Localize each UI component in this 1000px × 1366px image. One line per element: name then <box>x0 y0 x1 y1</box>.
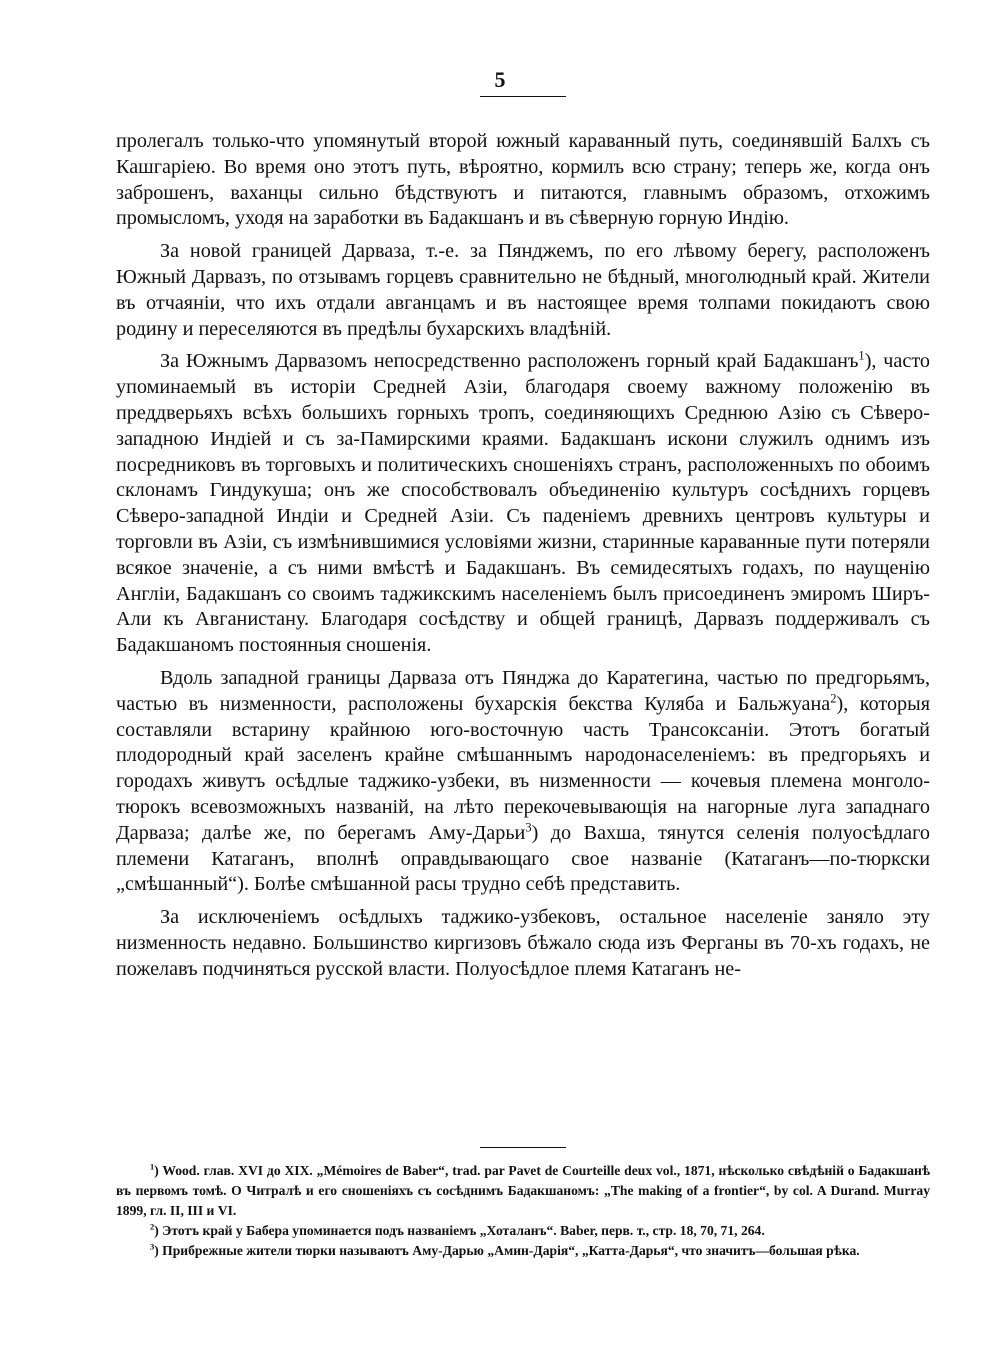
paragraph-3-part-1: За Южнымъ Дарвазомъ непосредственно расположенъ горный край Бадакшанъ <box>160 350 859 373</box>
footnote-3-mark: 3 <box>150 1241 155 1252</box>
footnote-1-text: Wood. глав. XVI до XIX. „Mémoires de Baber“, trad. par Pavet de Courteille deux vol., 1871, нѣсколько свѣдѣній о Бадакшанѣ въ первомъ томѣ. О Читралѣ и его сношеніяхъ съ сосѣднимъ Бадакшаномъ: „The making of a frontier“, by col. A Durand. Murray 1899, гл. II, III и VI. <box>116 1163 930 1218</box>
page-number: 5 <box>494 67 506 92</box>
footnote-mark-2: 2 <box>830 691 837 705</box>
footnote-1-mark: 1 <box>150 1161 155 1172</box>
footnote-1: $^1$) Wood. глав. XVI до XIX. „Mémoires de Baber“, trad. par Pavet de Courteille deux vol., 1871, нѣсколько свѣдѣній о Бадакшанѣ въ первомъ томѣ. О Читралѣ и его сношеніяхъ съ сосѣднимъ Бадакшаномъ: „The making of a frontier“, by col. A Durand. Murray 1899, гл. II, III и VI. <box>116 1161 930 1218</box>
paragraph-2: За новой границей Дарваза, т.-е. за Пянджемъ, по его лѣвому берегу, расположенъ Южный Дарвазъ, по отзывамъ горцевъ сравнительно не бѣдный, многолюдный край. Жители въ отчаяніи, что ихъ отдали авганцамъ и въ настоящее время толпами покидаютъ свою родину и переселяются въ предѣлы бухарскихъ владѣній. <box>116 240 930 340</box>
paragraph-4-part-3: ) до Вахша, тянутся селенія полуосѣдлаго племени Катаганъ, вполнѣ оправдывающаго свое названіе (Катаганъ—по-тюркски „смѣшанный“). Болѣе смѣшанной расы трудно себѣ представить. <box>116 821 930 896</box>
footnote-mark-3: 3 <box>525 819 532 834</box>
paragraph-4-part-1: Вдоль западной границы Дарваза отъ Пянджа до Каратегина, частью по предгорьямъ, частью въ низменности, расположены бухарскія бекства Куляба и Бальжуана <box>116 666 930 715</box>
footnote-separator <box>480 1147 566 1148</box>
paragraph-4 <box>116 666 930 898</box>
footnote-2-text: Этотъ край у Бабера упоминается подъ названіемъ „Хоталанъ“. Baber, перв. т., стр. 18, 70, 71, 264. <box>162 1223 765 1238</box>
paragraph-1: пролегалъ только-что упомянутый второй южный караванный путь, соединявшій Балхъ съ Кашгаріею. Во время оно этотъ путь, вѣроятно, кормилъ всю страну; теперь же, когда онъ заброшенъ, ваханцы сильно бѣдствуютъ и питаются, главнымъ образомъ, отхожимъ промысломъ, уходя на заработки въ Бадакшанъ и въ сѣверную горную Индію. <box>116 130 930 230</box>
footnote-3: $^3$) Прибрежные жители тюрки называютъ Аму-Дарью „Амин-Дарія“, „Катта-Дарья“, что значитъ—большая рѣка. <box>150 1241 860 1258</box>
footnote-2: $^2$) Этотъ край у Бабера упоминается подъ названіемъ „Хоталанъ“. Baber, перв. т., стр. 18, 70, 71, 264. <box>150 1221 765 1238</box>
footnote-mark-1: 1 <box>858 348 865 363</box>
paragraph-3 <box>116 349 930 659</box>
page-number-underline <box>480 96 566 97</box>
footnotes <box>116 1161 930 1261</box>
paragraph-5: За исключеніемъ осѣдлыхъ таджико-узбековъ, остальное населеніе заняло эту низменность недавно. Большинство киргизовъ бѣжало сюда изъ Ферганы въ 70-хъ годахъ, не пожелавъ подчиняться русской власти. Полуосѣдлое племя Катаганъ не- <box>116 906 930 980</box>
paragraph-3-part-2: ), часто упоминаемый въ исторіи Средней Азіи, благодаря своему важному положенію въ преддверьяхъ всѣхъ большихъ горныхъ тропъ, соединяющихъ Среднюю Азію съ Сѣверо-западною Индіей и съ за-Памирскими краями. Бадакшанъ искони служилъ однимъ изъ посредниковъ въ торговыхъ и политическихъ сношеніяхъ странъ, расположенныхъ по обоимъ склонамъ Гиндукуша; онъ же способствовалъ объединенію культуръ сосѣднихъ горцевъ Сѣверо-западной Индіи и Средней Азіи. Съ паденіемъ древнихъ центровъ культуры и торговли въ Азіи, съ измѣнившимися условіями жизни, старинные караванные пути потеряли всякое значеніе, а съ ними вмѣстѣ и Бадакшанъ. Въ семидесятыхъ годахъ, по наущенію Англіи, Бадакшанъ со своимъ таджикскимъ населеніемъ былъ присоединенъ эмиромъ Ширъ-Али къ Авганистану. Благодаря сосѣдству и общей границѣ, Дарвазъ поддерживалъ съ Бадакшаномъ постоянныя сношенія. <box>116 350 930 657</box>
paragraph-4-part-2: ), которыя составляли встарину крайнюю юго-восточную часть Трансоксаніи. Этотъ богатый плодородный край заселенъ крайне смѣшаннымъ народонаселеніемъ: въ предгорьяхъ и городахъ живутъ осѣдлые таджико-узбеки, въ низменности — кочевыя племена монголо-тюрокъ всевозможныхъ названій, на лѣто перекочевывающія на нагорные луга западнаго Дарваза; далѣе же, по берегамъ Аму-Дарьи <box>116 692 930 844</box>
footnote-3-text: Прибрежные жители тюрки называютъ Аму-Дарью „Амин-Дарія“, „Катта-Дарья“, что значитъ—большая рѣка. <box>162 1243 860 1258</box>
footnote-2-mark: 2 <box>150 1221 155 1232</box>
body-text <box>116 129 930 990</box>
